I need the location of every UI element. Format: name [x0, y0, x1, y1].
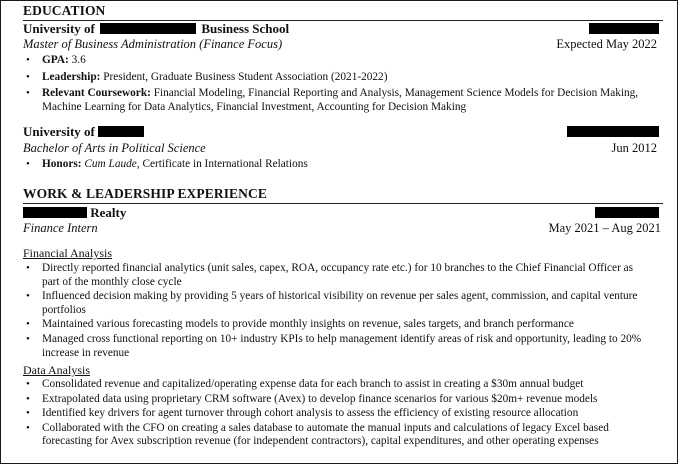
experience-heading: WORK & LEADERSHIP EXPERIENCE: [23, 186, 267, 201]
education-heading: EDUCATION: [23, 3, 106, 18]
list-item: • Managed cross functional reporting on 10+ industry KPIs to help management identify areas of risk and opportunity, leading to 20% increase in revenue: [23, 333, 653, 360]
financial-analysis-bullets: [23, 262, 653, 360]
date-2: Jun 2012: [611, 141, 657, 155]
list-item: • GPA: 3.6: [23, 54, 653, 68]
redacted-text: [23, 207, 87, 218]
list-item: • Honors: Cum Laude, Certificate in International Relations: [23, 158, 653, 172]
education-bullets-2: [23, 158, 653, 172]
redacted-location: [589, 23, 659, 34]
list-item: • Consolidated revenue and capitalized/operating expense data for each branch to assist in creating a $30m annual budget: [23, 378, 653, 392]
list-item: • Leadership: President, Graduate Business Student Association (2021-2022): [23, 71, 653, 85]
redacted-text: [100, 23, 196, 34]
subsection-title: Financial Analysis: [23, 246, 112, 260]
degree-2: Bachelor of Arts in Political Science: [23, 141, 206, 155]
school-name-2: [23, 124, 144, 140]
list-item: • Extrapolated data using proprietary CRM software (Avex) to develop finance scenarios for various $20m+ revenue models: [23, 393, 653, 407]
company-name: [23, 205, 126, 221]
data-analysis-bullets: [23, 378, 653, 449]
education-bullets-1: [23, 54, 653, 114]
school-name-1: [23, 21, 289, 37]
job-date: May 2021 – Aug 2021: [548, 221, 661, 235]
degree-1: Master of Business Administration (Finance Focus): [23, 37, 283, 51]
list-item: • Influenced decision making by providing 5 years of historical visibility on revenue per sales agent, commission, and capital venture portfolios: [23, 290, 653, 317]
list-item: • Directly reported financial analytics (unit sales, capex, ROA, occupancy rate etc.) for 10 branches to the Chief Financial Officer as part of the monthly close cycle: [23, 262, 653, 289]
school-name-prefix: University of: [23, 21, 95, 36]
company-name-suffix: Realty: [90, 205, 127, 220]
redacted-location: [567, 126, 659, 137]
subsection-title: Data Analysis: [23, 363, 90, 377]
job-title: Finance Intern: [23, 221, 98, 235]
list-item: • Identified key drivers for agent turnover through cohort analysis to assess the efficiency of existing resource allocation: [23, 407, 653, 421]
list-item: • Maintained various forecasting models to provide monthly insights on revenue, sales targets, and branch performance: [23, 318, 653, 332]
date-1: Expected May 2022: [556, 37, 657, 51]
redacted-location: [595, 207, 659, 218]
section-divider: [23, 203, 663, 204]
redacted-text: [98, 126, 144, 137]
list-item: • Relevant Coursework: Financial Modeling, Financial Reporting and Analysis, Management Science Models for Decision Making, Machine Learning for Data Analytics, Financial Investment, Accounting for Decision Making: [23, 87, 653, 114]
list-item: • Collaborated with the CFO on creating a sales database to automate the manual inputs and calculations of legacy Excel based forecasting for Avex subscription revenue (for independent contractors), capital expenditures, and other operating expenses: [23, 422, 653, 449]
school-name-suffix: Business School: [201, 21, 290, 36]
school-name-prefix: University of: [23, 124, 95, 139]
